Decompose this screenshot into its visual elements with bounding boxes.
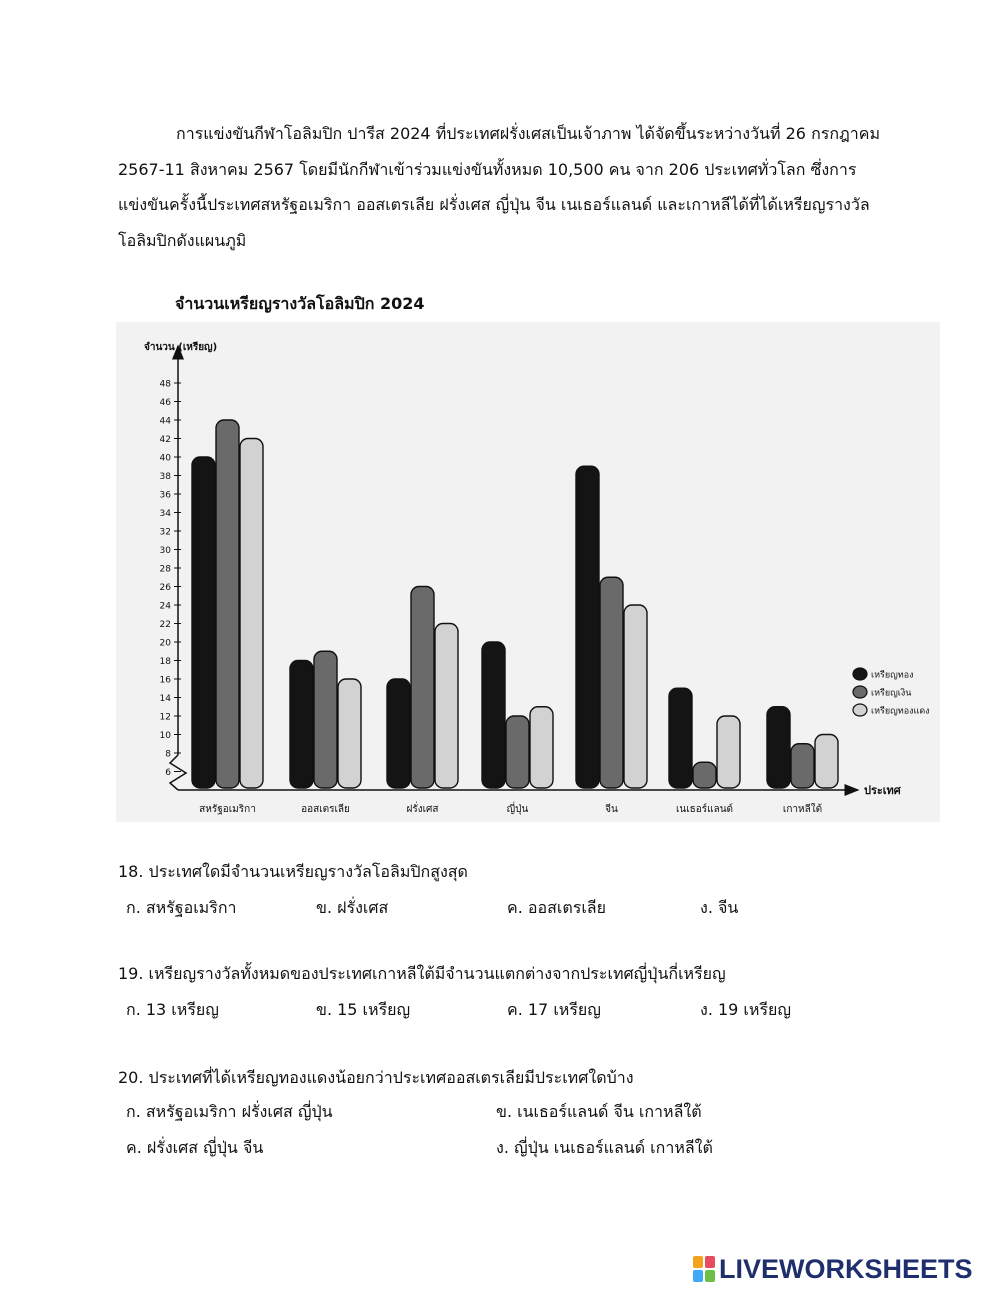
bar-gold bbox=[290, 661, 313, 789]
medal-chart bbox=[116, 322, 940, 822]
bar-silver bbox=[216, 420, 239, 788]
bar-gold bbox=[576, 466, 599, 788]
y-tick-label: 24 bbox=[159, 601, 171, 612]
bar-silver bbox=[693, 762, 716, 788]
y-tick-label: 38 bbox=[159, 472, 171, 482]
bar-bronze bbox=[435, 624, 458, 789]
chart-svg bbox=[116, 322, 940, 822]
legend-label: เหรียญทอง bbox=[871, 670, 914, 681]
bar-gold bbox=[192, 457, 215, 788]
choice-a[interactable]: ก. 13 เหรียญ bbox=[126, 1000, 219, 1019]
y-tick-label: 32 bbox=[159, 527, 171, 538]
bar-bronze bbox=[338, 679, 361, 788]
bar-bronze bbox=[815, 735, 838, 789]
intro-paragraph bbox=[118, 116, 898, 258]
y-tick-label: 34 bbox=[159, 509, 171, 519]
intro-line: โอลิมปิกดังแผนภูมิ bbox=[118, 230, 247, 250]
bar-bronze bbox=[717, 716, 740, 788]
x-category-label: ญี่ปุ่น bbox=[506, 804, 529, 815]
bar-silver bbox=[411, 587, 434, 789]
legend-label: เหรียญเงิน bbox=[871, 688, 912, 699]
legend-swatch bbox=[853, 704, 867, 716]
choice-a[interactable]: ก. สหรัฐอเมริกา ฝรั่งเศส ญี่ปุ่น bbox=[126, 1102, 333, 1121]
bar-silver bbox=[506, 716, 529, 788]
choice-c[interactable]: ค. 17 เหรียญ bbox=[507, 1000, 601, 1019]
y-axis-break bbox=[170, 755, 186, 790]
bar-bronze bbox=[624, 605, 647, 788]
y-tick-label: 28 bbox=[159, 564, 171, 575]
bar-gold bbox=[387, 679, 410, 788]
y-tick-label: 42 bbox=[159, 435, 171, 445]
x-category-label: จีน bbox=[605, 804, 618, 815]
y-tick-label: 10 bbox=[159, 731, 171, 741]
y-tick-label: 20 bbox=[159, 638, 171, 649]
liveworksheets-logo bbox=[693, 1254, 973, 1284]
bar-bronze bbox=[240, 439, 263, 789]
legend-swatch bbox=[853, 686, 867, 698]
x-category-label: เนเธอร์แลนด์ bbox=[675, 804, 734, 815]
question-text: 18. ประเทศใดมีจำนวนเหรียญรางวัลโอลิมปิกสูงสุด bbox=[118, 862, 468, 881]
bar-gold bbox=[669, 688, 692, 788]
y-tick-label: 44 bbox=[159, 416, 171, 427]
bar-silver bbox=[600, 577, 623, 788]
choice-b[interactable]: ข. 15 เหรียญ bbox=[316, 1000, 411, 1019]
bar-silver bbox=[791, 744, 814, 788]
x-category-label: สหรัฐอเมริกา bbox=[199, 804, 256, 815]
question-text: 19. เหรียญรางวัลทั้งหมดของประเทศเกาหลีใต้มีจำนวนแตกต่างจากประเทศญี่ปุ่นกี่เหรียญ bbox=[118, 964, 726, 983]
intro-line: 2567-11 สิงหาคม 2567 โดยมีนักกีฬาเข้าร่วมแข่งขันทั้งหมด 10,500 คน จาก 206 ประเทศทั่วโลก ซึ่งการ bbox=[118, 159, 857, 179]
liveworksheets-icon bbox=[693, 1256, 715, 1282]
y-tick-label: 18 bbox=[159, 657, 171, 667]
y-tick-label: 46 bbox=[159, 398, 171, 408]
intro-line: การแข่งขันกีฬาโอลิมปิก ปารีส 2024 ที่ประเทศฝรั่งเศสเป็นเจ้าภาพ ได้จัดขึ้นระหว่างวันที่ 26 กรกฎาคม bbox=[176, 124, 881, 143]
y-tick-label: 48 bbox=[159, 379, 171, 390]
x-axis-label: ประเทศ bbox=[864, 784, 901, 797]
choice-d[interactable]: ง. จีน bbox=[700, 898, 739, 917]
y-tick-label: 36 bbox=[159, 490, 171, 501]
choice-a[interactable]: ก. สหรัฐอเมริกา bbox=[126, 898, 237, 917]
question-text: 20. ประเทศที่ได้เหรียญทองแดงน้อยกว่าประเทศออสเตรเลียมีประเทศใดบ้าง bbox=[118, 1068, 634, 1087]
choice-d[interactable]: ง. ญี่ปุ่น เนเธอร์แลนด์ เกาหลีใต้ bbox=[496, 1138, 713, 1157]
choice-b[interactable]: ข. เนเธอร์แลนด์ จีน เกาหลีใต้ bbox=[496, 1102, 702, 1121]
legend-label: เหรียญทองแดง bbox=[871, 706, 930, 717]
bar-silver bbox=[314, 651, 337, 788]
x-category-label: ออสเตรเลีย bbox=[301, 804, 350, 815]
choice-b[interactable]: ข. ฝรั่งเศส bbox=[316, 898, 389, 917]
bar-gold bbox=[482, 642, 505, 788]
y-tick-label: 6 bbox=[165, 768, 171, 778]
chart-title: จำนวนเหรียญรางวัลโอลิมปิก 2024 bbox=[175, 294, 425, 313]
intro-line: แข่งขันครั้งนี้ประเทศสหรัฐอเมริกา ออสเตรเลีย ฝรั่งเศส ญี่ปุ่น จีน เนเธอร์แลนด์ และเกาหลีได้ที่ได้เหรียญรางวัล bbox=[118, 195, 870, 214]
question-19 bbox=[118, 962, 978, 1019]
y-axis-label: จำนวน (เหรียญ) bbox=[144, 342, 218, 353]
y-tick-label: 26 bbox=[159, 583, 171, 593]
y-tick-label: 16 bbox=[159, 675, 171, 686]
legend-swatch bbox=[853, 668, 867, 680]
x-category-label: เกาหลีใต้ bbox=[782, 804, 823, 815]
choice-d[interactable]: ง. 19 เหรียญ bbox=[700, 1000, 792, 1019]
bar-gold bbox=[767, 707, 790, 788]
x-category-label: ฝรั่งเศส bbox=[406, 804, 439, 815]
y-tick-label: 8 bbox=[165, 749, 171, 760]
y-tick-label: 30 bbox=[159, 546, 171, 556]
y-tick-label: 14 bbox=[159, 694, 171, 704]
liveworksheets-wordmark: LIVEWORKSHEETS bbox=[719, 1253, 973, 1284]
y-tick-label: 40 bbox=[159, 453, 171, 464]
choice-c[interactable]: ค. ฝรั่งเศส ญี่ปุ่น จีน bbox=[126, 1138, 264, 1157]
y-tick-label: 22 bbox=[159, 620, 171, 630]
bar-bronze bbox=[530, 707, 553, 788]
question-18 bbox=[118, 860, 978, 917]
y-tick-label: 12 bbox=[159, 712, 171, 723]
question-20 bbox=[118, 1066, 978, 1157]
choice-c[interactable]: ค. ออสเตรเลีย bbox=[507, 898, 606, 917]
